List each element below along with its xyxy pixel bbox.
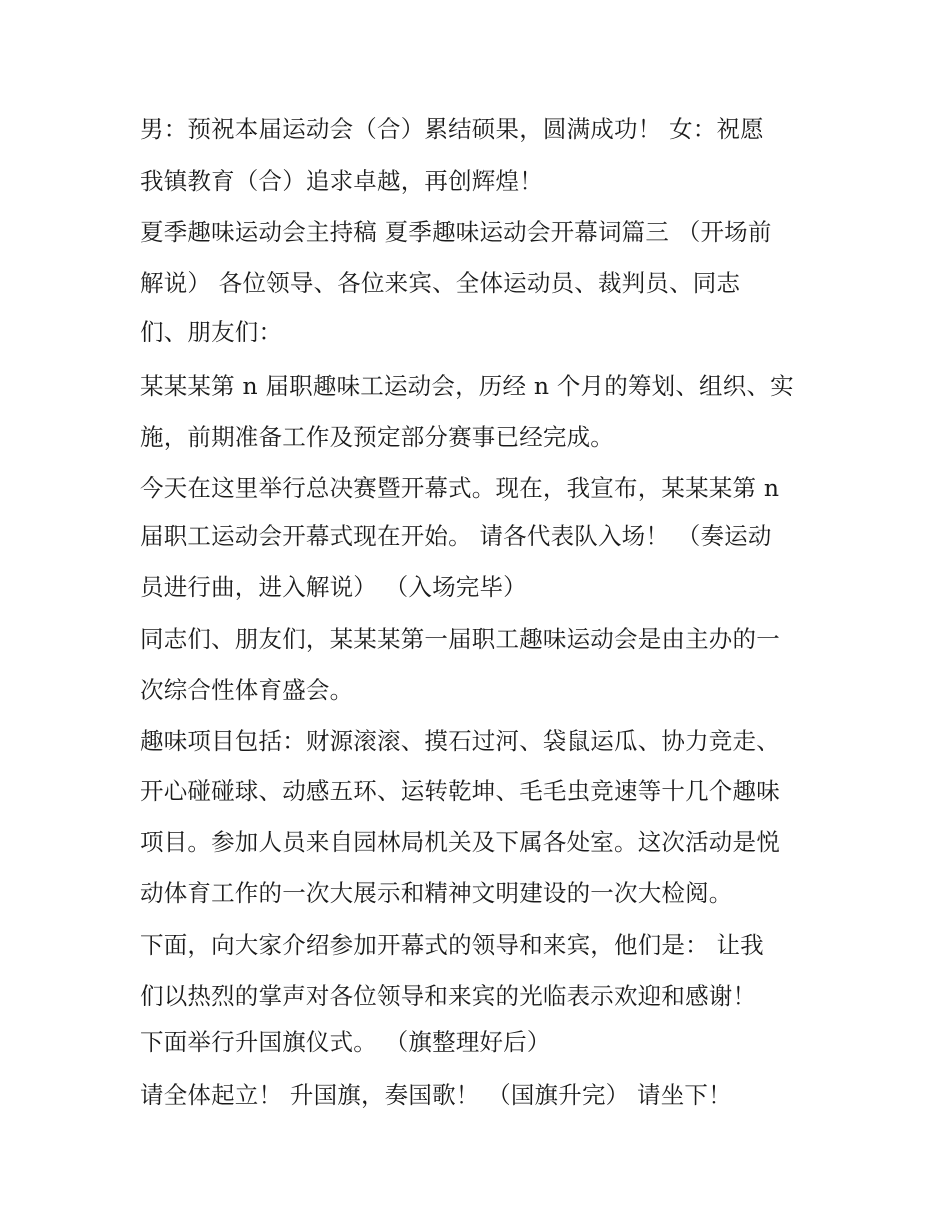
text-line: 解说） 各位领导、各位来宾、全体运动员、裁判员、同志	[140, 269, 741, 297]
text-line: 今天在这里举行总决赛暨开幕式。现在，我宣布，某某某第 n	[140, 474, 780, 502]
text-line: 趣味项目包括：财源滚滚、摸石过河、袋鼠运瓜、协力竞走、	[140, 727, 780, 755]
text-line: 下面举行升国旗仪式。 （旗整理好后）	[140, 1028, 551, 1056]
text-line: 请全体起立！ 升国旗，奏国歌！ （国旗升完） 请坐下！	[140, 1081, 732, 1109]
text-line: 届职工运动会开幕式现在开始。 请各代表队入场！ （奏运动	[140, 522, 772, 550]
text-line: 项目。参加人员来自园林局机关及下属各处室。这次活动是悦	[140, 828, 780, 856]
text-line: 次综合性体育盛会。	[140, 676, 354, 704]
text-line: 们以热烈的掌声对各位领导和来宾的光临表示欢迎和感谢！	[140, 982, 757, 1010]
text-line: 员进行曲，进入解说） （入场完毕）	[140, 573, 527, 601]
text-line: 们、朋友们：	[140, 318, 283, 346]
text-line: 同志们、朋友们，某某某第一届职工趣味运动会是由主办的一	[140, 625, 780, 653]
text-line: 我镇教育（合）追求卓越，再创辉煌！	[140, 167, 543, 195]
text-line: 某某某第 n 届职趣味工运动会，历经 n 个月的筹划、组织、实	[140, 372, 794, 400]
text-line: 夏季趣味运动会主持稿 夏季趣味运动会开幕词篇三 （开场前	[140, 218, 772, 246]
text-line: 男：预祝本届运动会（合）累结硕果，圆满成功！ 女：祝愿	[140, 115, 764, 143]
text-line: 开心碰碰球、动感五环、运转乾坤、毛毛虫竞速等十几个趣味	[140, 777, 780, 805]
text-line: 施，前期准备工作及预定部分赛事已经完成。	[140, 423, 614, 451]
text-line: 动体育工作的一次大展示和精神文明建设的一次大检阅。	[140, 879, 733, 907]
text-line: 下面，向大家介绍参加开幕式的领导和来宾，他们是： 让我	[140, 931, 764, 959]
